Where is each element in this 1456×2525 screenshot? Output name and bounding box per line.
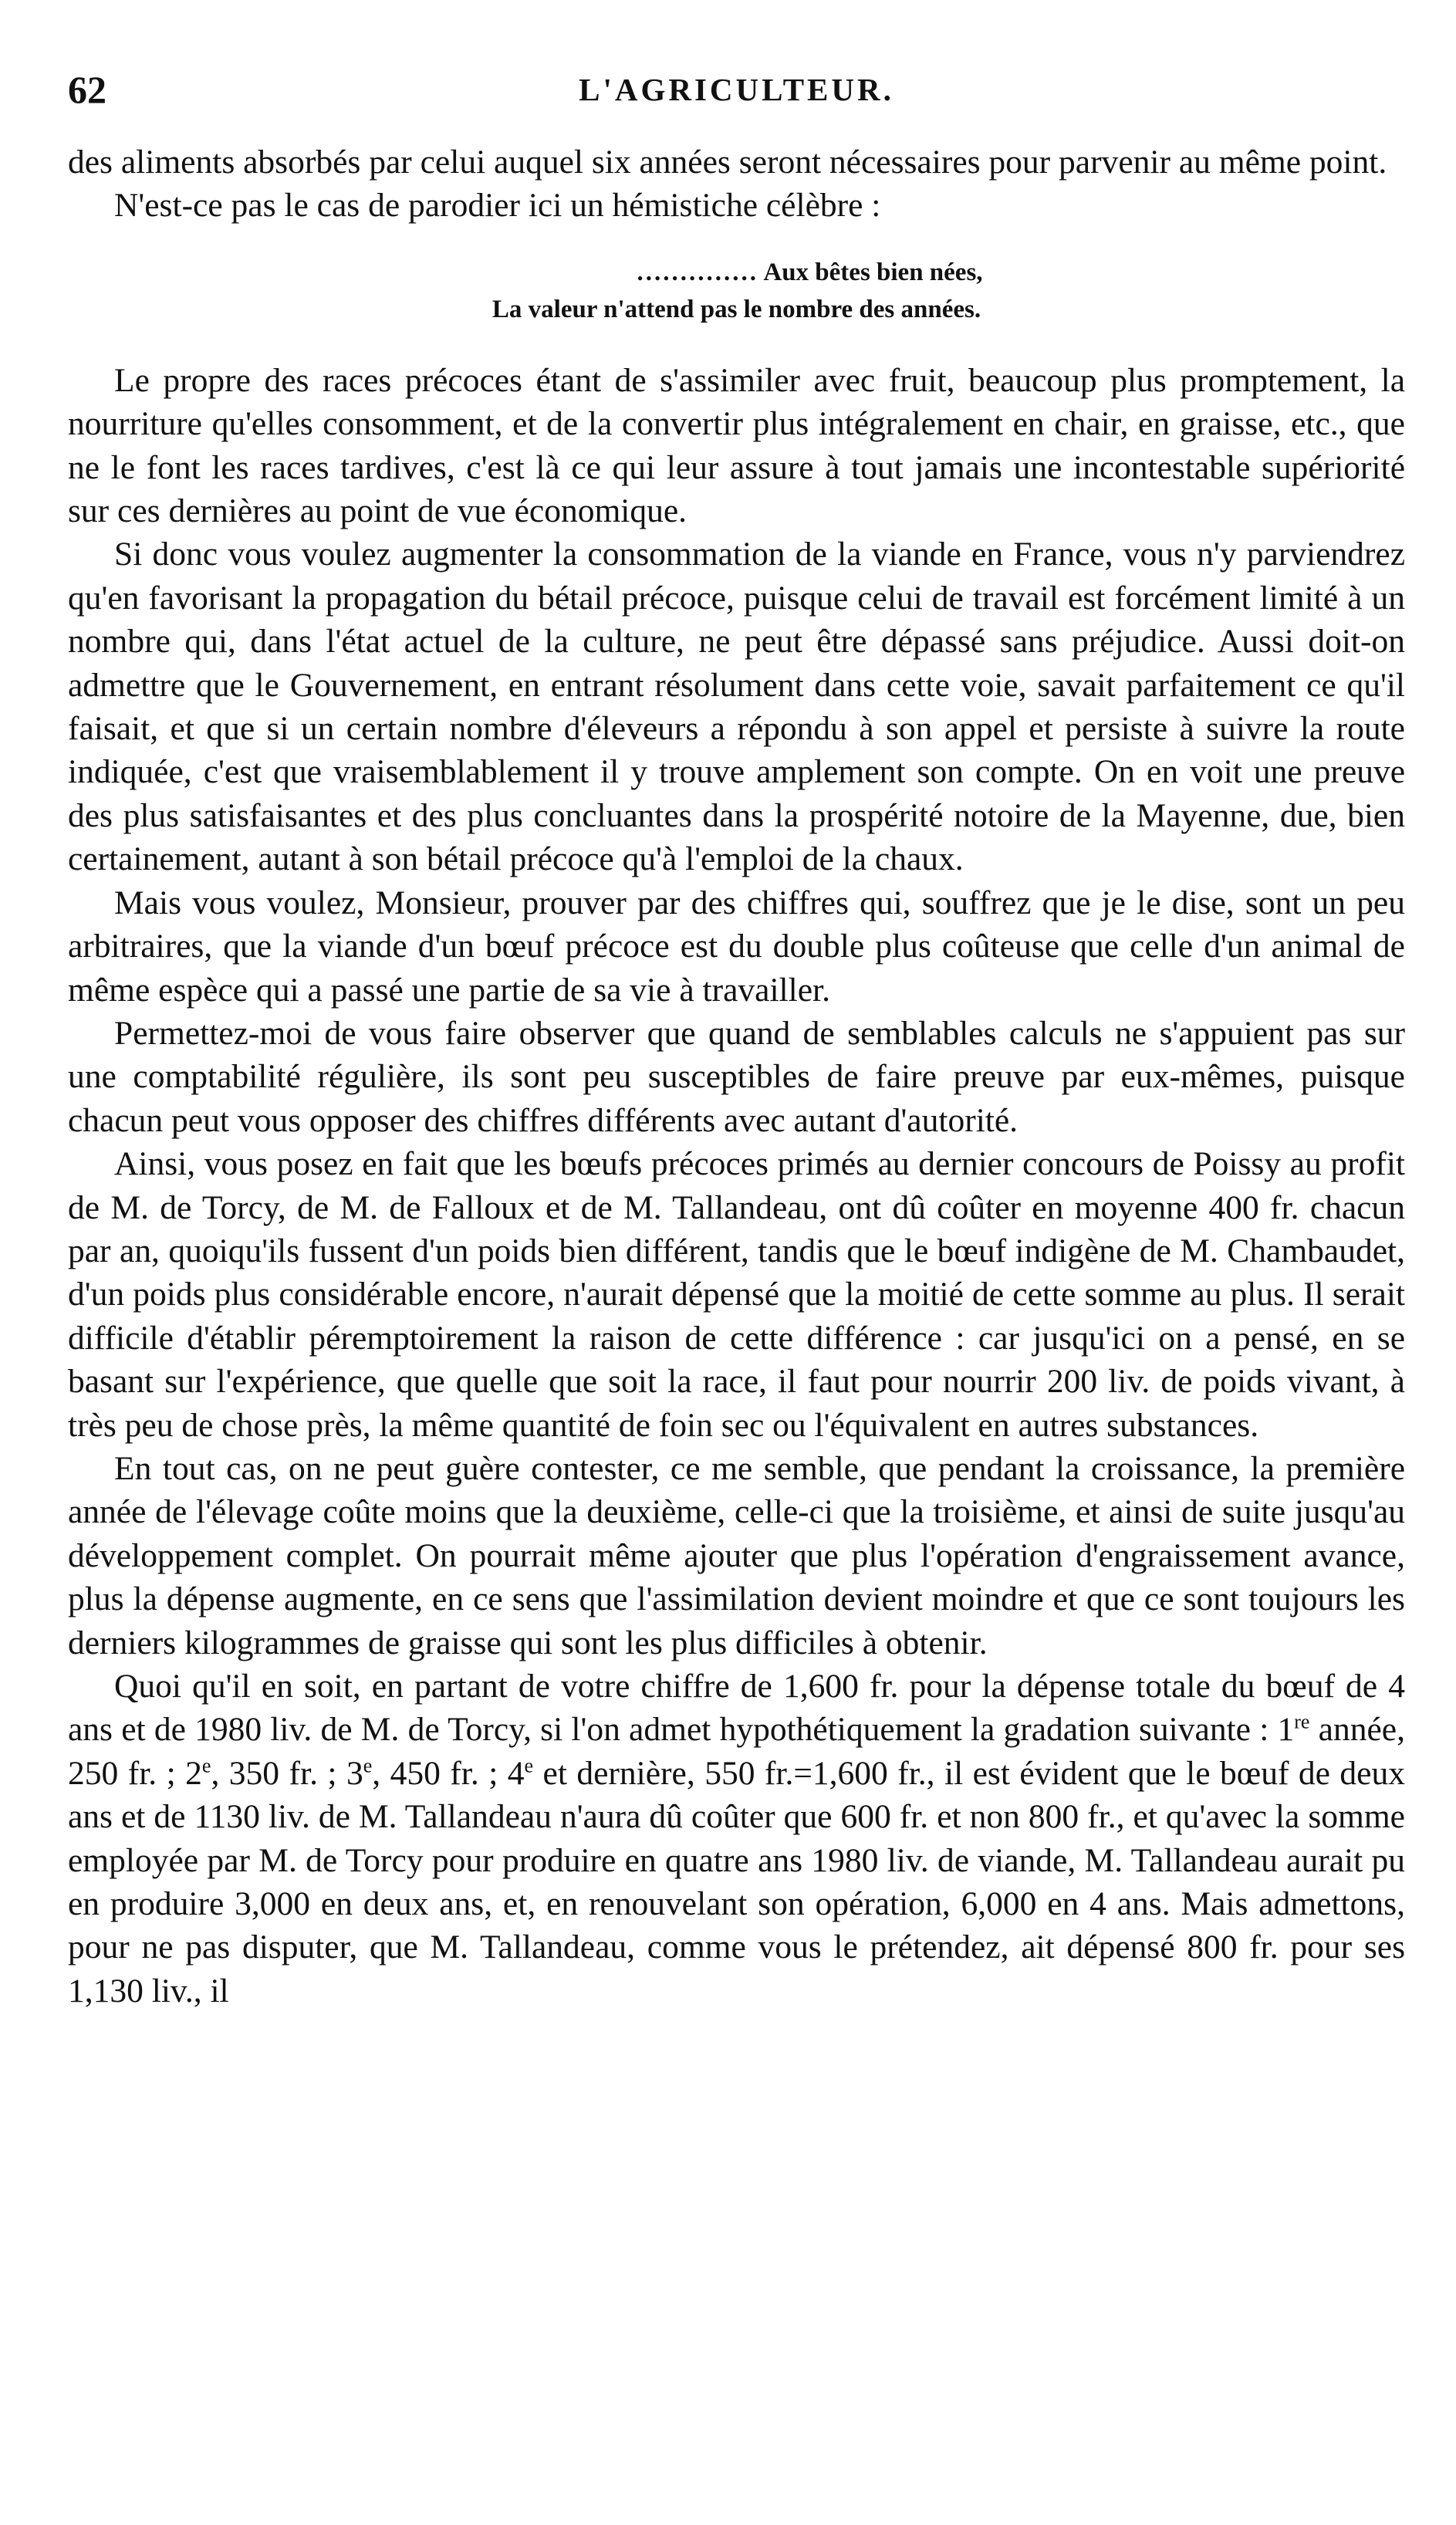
gradation-text-c: , 350 fr. ; 3 [211,1754,363,1792]
gradation-text-a: Quoi qu'il en soit, en partant de votre chiffre de 1,600 fr. pour la dépense totale du bœuf de 4 ans et de 1980 liv. de M. de Torcy, si l'on admet hypothétiquement la gradation suivante : 1 [68,1668,1405,1749]
paragraph-growth-cost: En tout cas, on ne peut guère contester, ce me semble, que pendant la croissance, la première année de l'élevage coûte moins que la deuxième, celle-ci que la troisième, et ainsi de suite jusqu'au développement complet. On pourrait même ajouter que plus l'opération d'engraissement avance, plus la dépense augmente, en ce sens que l'assimilation devient moindre et que ce sont toujours les derniers kilogrammes de graisse qui sont les plus difficiles à obtenir. [68,1449,1405,1661]
paragraph-parody-intro: N'est-ce pas le cas de parodier ici un hémistiche célèbre : [114,187,881,225]
paragraph-precocious-races: Le propre des races précoces étant de s'assimiler avec fruit, beaucoup plus promptement, la nourriture qu'elles consomment, et de la convertir plus intégralement en chair, en graisse, etc., que ne le font les races tardives, c'est là ce qui leur assure à tout jamais une incontestable supériorité sur ces dernières au point de vue économique. [68,361,1405,530]
running-head [68,65,1405,114]
journal-title: L'AGRICULTEUR. [579,72,894,107]
ordinal-sup-1: re [1294,1710,1310,1733]
verse-line-2: La valeur n'attend pas le nombre des années. [492,295,981,323]
paragraph-continuation: des aliments absorbés par celui auquel six années seront nécessaires pour parvenir au même point. [68,144,1387,181]
gradation-text-b: année, 250 fr. ; 2 [68,1711,1405,1792]
verse-line-1-text: Aux bêtes bien nées, [763,258,983,286]
gradation-text-e: et dernière, 550 fr.=1,600 fr., il est évident que le bœuf de deux ans et de 1130 liv. de M. Tallandeau n'aura dû coûter que 600 fr. et non 800 fr., et qu'avec la somme employée par M. de Torcy pour produire en quatre ans 1980 liv. de viande, M. Tallandeau aurait pu en produire 3,000 en deux ans, et, en renouvelant son opération, 6,000 en 4 ans. Mais admettons, pour ne pas disputer, que M. Tallandeau, comme vous le prétendez, ait dépensé 800 fr. pour ses 1,130 liv., il [68,1754,1405,2010]
paragraph-cost-gradation [68,1665,1405,2013]
ordinal-sup-2: e [201,1754,211,1777]
paragraph-meat-consumption: Si donc vous voulez augmenter la consommation de la viande en France, vous n'y parviendrez qu'en favorisant la propagation du bétail précoce, puisque celui de travail est forcément limité à un nombre qui, dans l'état actuel de la culture, ne peut être dépassé sans préjudice. Aussi doit-on admettre que le Gouvernement, en entrant résolument dans cette voie, savait parfaitement ce qu'il faisait, et que si un certain nombre d'éleveurs a répondu à son appel et persiste à suivre la route indiquée, c'est que vraisemblablement il y trouve amplement son compte. On en voit une preuve des plus satisfaisantes et des plus concluantes dans la prospérité notoire de la Mayenne, due, bien certainement, autant à son bétail précoce qu'à l'emploi de la chaux. [68,536,1405,878]
paragraph-poissy-contest: Ainsi, vous posez en fait que les bœufs précoces primés au dernier concours de Poissy au profit de M. de Torcy, de M. de Falloux et de M. Tallandeau, ont dû coûter en moyenne 400 fr. chacun par an, quoiqu'ils fussent d'un poids bien différent, tandis que le bœuf indigène de M. Chambaudet, d'un poids plus considérable encore, n'aurait dépensé que la moitié de cette somme au plus. Il serait difficile d'établir péremptoirement la raison de cette différence : car jusqu'ici on a pensé, en se basant sur l'expérience, que quelle que soit la race, il faut pour nourrir 200 liv. de poids vivant, à très peu de chose près, la même quantité de foin sec ou l'équivalent en autres substances. [68,1145,1405,1444]
gradation-text-d: , 450 fr. ; 4 [372,1754,525,1792]
paragraph-arbitrary-figures: Mais vous voulez, Monsieur, prouver par des chiffres qui, souffrez que je le dise, sont un peu arbitraires, que la viande d'un bœuf précoce est du double plus coûteuse que celle d'un animal de même espèce qui a passé une partie de sa vie à travailler. [68,884,1405,1009]
paragraph-accounting: Permettez-moi de vous faire observer que quand de semblables calculs ne s'appuient pas sur une comptabilité régulière, ils sont peu susceptibles de faire preuve par eux-mêmes, puisque chacun peut vous opposer des chiffres différents avec autant d'autorité. [68,1014,1405,1139]
ordinal-sup-4: e [524,1754,534,1777]
verse-quote [68,254,1405,328]
ordinal-sup-3: e [363,1754,373,1777]
verse-line-1 [68,254,1405,291]
page-number: 62 [68,68,106,111]
verse-ellipsis: .............. [637,258,758,286]
